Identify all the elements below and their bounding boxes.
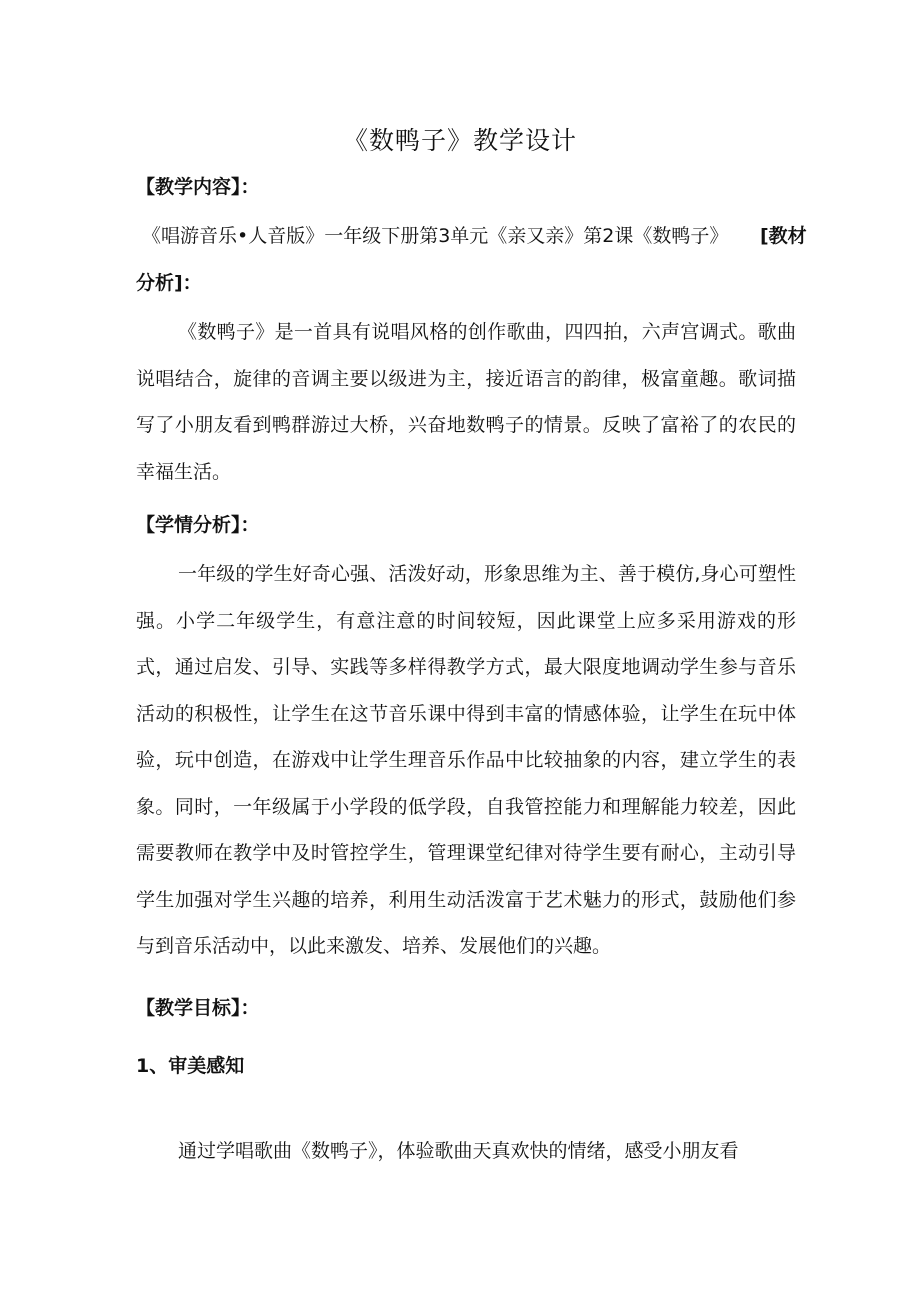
textbook-analysis-body: 《数鸭子》是一首具有说唱风格的创作歌曲，四四拍，六声宫调式。歌曲说唱结合，旋律的音调主要以级进为主，接近语言的韵律，极富童趣。歌词描写了小朋友看到鸭群游过大桥，兴奋地数鸭子的情景。反映了富裕了的农民的幸福生活。 <box>136 321 796 483</box>
textbook-analysis-heading-part2: 分析]： <box>136 272 202 294</box>
student-analysis-heading: 【学情分析】： <box>136 514 260 536</box>
teaching-goals-heading: 【教学目标】： <box>136 997 260 1019</box>
goal-aesthetic-heading: 1、审美感知 <box>136 1055 245 1077</box>
goal-aesthetic-body: 通过学唱歌曲《数鸭子》，体验歌曲天真欢快的情绪，感受小朋友看 <box>178 1140 739 1162</box>
student-analysis-body: 一年级的学生好奇心强、活泼好动，形象思维为主、善于模仿,身心可塑性强。小学二年级学生，有意注意的时间较短，因此课堂上应多采用游戏的形式，通过启发、引导、实践等多样得教学方式，最大限度地调动学生参与音乐活动的积极性，让学生在这节音乐课中得到丰富的情感体验，让学生在玩中体验，玩中创造，在游戏中让学生理音乐作品中比较抽象的内容，建立学生的表象。同时，一年级属于小学段的低学段，自我管控能力和理解能力较差，因此需要教师在教学中及时管控学生，管理课堂纪律对待学生要有耐心，主动引导学生加强对学生兴趣的培养，利用生动活泼富于艺术魅力的形式，鼓励他们参与到音乐活动中，以此来激发、培养、发展他们的兴趣。 <box>136 563 796 957</box>
textbook-analysis-heading-part1: [教材 <box>760 225 807 247</box>
teaching-content-line: 《唱游音乐•人音版》一年级下册第3单元《亲又亲》第2课《数鸭子》 <box>142 225 729 247</box>
document-title: 《数鸭子》教学设计 <box>342 126 577 155</box>
teaching-content-heading: 【教学内容】： <box>136 176 260 198</box>
